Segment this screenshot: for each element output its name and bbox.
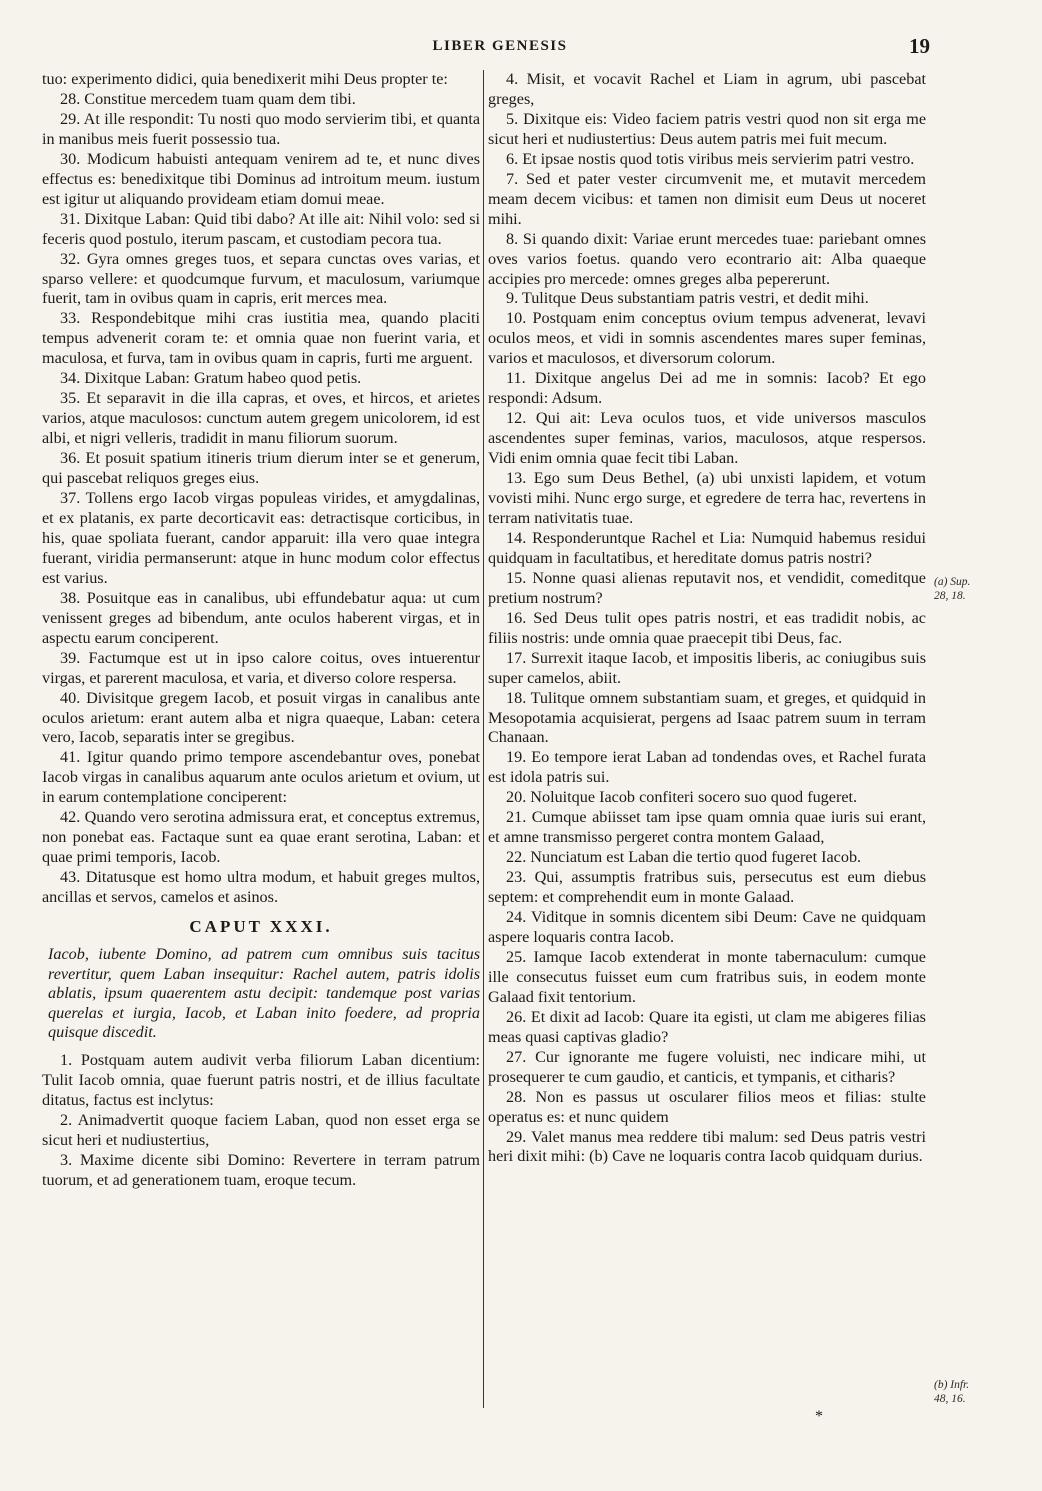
verse: 2. Animadvertit quoque faciem Laban, quod non esset erga se sicut heri et nudiustertius, — [42, 1110, 480, 1149]
verse: 22. Nunciatum est Laban die tertio quod fugeret Iacob. — [506, 848, 862, 867]
margin-note-a-verse: 28, 18. — [934, 590, 966, 602]
verse: 32. Gyra omnes greges tuos, et separa cunctas oves varias, et sparso vellere: et quodcumque furvum, et maculosum, variumque fuerit, tam in ovibus quam in capris, erit merces mea. — [42, 249, 480, 308]
verse: 11. Dixitque angelus Dei ad me in somnis: Iacob? Et ego respondi: Adsum. — [488, 369, 926, 408]
margin-note-b — [934, 1378, 1014, 1406]
verse: 4. Misit, et vocavit Rachel et Liam in agrum, ubi pascebat greges, — [488, 70, 926, 108]
verse: 16. Sed Deus tulit opes patris nostri, et eas tradidit nobis, ac filiis nostris: unde omnia quae praecepit tibi Deus, fac. — [488, 608, 926, 647]
verse: 23. Qui, assumptis fratribus suis, persecutus est eum diebus septem: et comprehendit eum in monte Galaad. — [488, 868, 926, 907]
verse-continuation: tuo: experimento didici, quia benedixerit mihi Deus propter te: — [42, 70, 448, 88]
margin-note-b-ref: (b) Infr. — [934, 1379, 970, 1391]
verse: 12. Qui ait: Leva oculos tuos, et vide universos masculos ascendentes super feminas, varios, maculosos, atque respersos. Vidi enim omnia quae fecit tibi Laban. — [488, 409, 926, 468]
verse: 31. Dixitque Laban: Quid tibi dabo? At ille ait: Nihil volo: sed si feceris quod postulo, iterum pascam, et custodiam pecora tua. — [42, 209, 480, 248]
margin-note-a — [934, 575, 1014, 603]
verse: 33. Respondebitque mihi cras iustitia mea, quando placiti tempus advenerit coram te: et omnia quae non fuerint varia, et maculosa, et furva, tam in ovibus quam in capris, furti me arguent. — [42, 309, 480, 368]
verse: 38. Posuitque eas in canalibus, ubi effundebatur aqua: ut cum venissent greges ad bibendum, ante oculos haberent virgas, et in aspectu earum conciperent. — [42, 588, 480, 647]
verse: 36. Et posuit spatium itineris trium dierum inter se et generum, qui pascebat reliquos greges eius. — [42, 449, 480, 488]
column-divider — [483, 70, 484, 1408]
verse: 35. Et separavit in die illa capras, et oves, et hircos, et arietes varios, atque maculosos: cunctum autem gregem unicolorem, id est albi, et nigri velleris, tradidit in manu filiorum suorum. — [42, 389, 480, 448]
verse: 28. Constitue mercedem tuam quam dem tibi. — [60, 89, 356, 108]
page-number: 19 — [909, 34, 930, 58]
verse: 17. Surrexit itaque Iacob, et impositis liberis, ac coniugibus suis super camelos, abiit. — [488, 648, 926, 687]
verse: 5. Dixitque eis: Video faciem patris vestri quod non sit erga me sicut heri et nudiustertius: Deus autem patris mei fuit mecum. — [488, 109, 926, 148]
verse: 24. Viditque in somnis dicentem sibi Deum: Cave ne quidquam aspere loquaris contra Iacob. — [488, 908, 926, 946]
verse: 26. Et dixit ad Iacob: Quare ita egisti, ut clam me abigeres filias meas quasi captivas gladio? — [488, 1007, 926, 1046]
verse: 37. Tollens ergo Iacob virgas populeas virides, et amygdalinas, et ex platanis, ex parte decorticavit eas: detractisque corticibus, in his, quae spoliata fuerant, candor apparuit: illa vero quae integra fuerant, viridia permanserunt: atque in hunc modum color effectus est varius. — [42, 489, 480, 587]
verse: 39. Factumque est ut in ipso calore coitus, oves intuerentur virgas, et parerent maculosa, et varia, et diverso colore respersa. — [42, 648, 480, 687]
verse: 15. Nonne quasi alienas reputavit nos, et vendidit, comeditque pretium nostrum? — [488, 568, 926, 607]
verse: 8. Si quando dixit: Variae erunt mercedes tuae: pariebant omnes oves varios foetus. quando vero econtrario ait: Alba quaeque accipies pro mercede: omnes greges alba pepererunt. — [488, 229, 926, 288]
verse: 27. Cur ignorante me fugere voluisti, nec indicare mihi, ut prosequerer te cum gaudio, et canticis, et tympanis, et citharis? — [488, 1047, 926, 1086]
verse: 14. Responderuntque Rachel et Lia: Numquid habemus residui quidquam in facultatibus, et hereditate domus patris nostri? — [488, 528, 926, 567]
verse: 41. Igitur quando primo tempore ascendebantur oves, ponebat Iacob virgas in canalibus aquarum ante oculos arietum et ovium, ut in earum contemplatione conciperent: — [42, 748, 480, 807]
verse: 18. Tulitque omnem substantiam suam, et greges, et quidquid in Mesopotamia acquisierat, pergens ad Isaac patrem suum in terram Chanaan. — [488, 688, 926, 747]
verse: 25. Iamque Iacob extenderat in monte tabernaculum: cumque ille consecutus fuisset eum cum fratribus suis, in eodem monte Galaad fixit tentorium. — [488, 947, 926, 1006]
verse: 34. Dixitque Laban: Gratum habeo quod petis. — [60, 369, 362, 388]
chapter-heading: CAPUT XXXI. — [189, 917, 333, 937]
right-column — [488, 70, 926, 1167]
verse: 3. Maxime dicente sibi Domino: Revertere in terram patrum tuorum, et ad generationem tuam, eroque tecum. — [42, 1150, 480, 1189]
verse: 13. Ego sum Deus Bethel, (a) ubi unxisti lapidem, et votum vovisti mihi. Nunc ergo surge, et egredere de terra hac, revertens in terram nativitatis tuae. — [488, 469, 926, 527]
verse: 42. Quando vero serotina admissura erat, et conceptus extremus, non ponebat eas. Factaque sunt ea quae erant serotina, Laban: et quae primi temporis, Iacob. — [42, 808, 480, 867]
verse: 28. Non es passus ut oscularer filios meos et filias: stulte operatus es: et nunc quidem — [488, 1087, 926, 1126]
verse: 20. Noluitque Iacob confiteri socero suo quod fugeret. — [506, 788, 858, 807]
verse: 7. Sed et pater vester circumvenit me, et mutavit mercedem meam decem vicibus: et tamen non dimisit eum Deus ut noceret mihi. — [488, 169, 926, 228]
verse: 6. Et ipsae nostis quod totis viribus meis servierim patri vestro. — [506, 149, 915, 168]
margin-note-a-ref: (a) Sup. — [934, 576, 971, 588]
signature-mark: * — [815, 1408, 823, 1425]
verse: 30. Modicum habuisti antequam venirem ad te, et nunc dives effectus es: benedixitque tibi Dominus ad introitum meum. iustum est igitur ut aliquando provideam etiam domui meae. — [42, 149, 480, 208]
verse: 1. Postquam autem audivit verba filiorum Laban dicentium: Tulit Iacob omnia, quae fuerunt patris nostri, et de illius facultate ditatus, factus est inclytus: — [42, 1050, 480, 1109]
running-title: LIBER GENESIS — [432, 38, 568, 54]
verse: 10. Postquam enim conceptus ovium tempus advenerat, levavi oculos meos, et vidi in somnis ascendentes mares super feminas, varios et maculosos, et diversorum colorum. — [488, 309, 926, 368]
margin-note-b-verse: 48, 16. — [934, 1393, 966, 1405]
chapter-summary: Iacob, iubente Domino, ad patrem cum omnibus suis tacitus revertitur, quem Laban insequitur: Rachel autem, patris idolis ablatis, ipsum quaerentem astu decipit: tandemque post varias querelas et iurgia, Iacob, et Laban inito foedere, ad propria quisque discedit. — [48, 944, 480, 1042]
verse: 40. Divisitque gregem Iacob, et posuit virgas in canalibus ante oculos arietum: erant autem alba et nigra quaeque, Laban: cetera vero, Iacob, separatis inter se gregibus. — [42, 688, 480, 747]
verse: 9. Tulitque Deus substantiam patris vestri, et dedit mihi. — [506, 289, 869, 308]
verse: 21. Cumque abiisset tam ipse quam omnia quae iuris sui erant, et amne transmisso pergeret contra montem Galaad, — [488, 808, 926, 847]
verse: 19. Eo tempore ierat Laban ad tondendas oves, et Rachel furata est idola patris sui. — [488, 748, 926, 787]
verse: 43. Ditatusque est homo ultra modum, et habuit greges multos, ancillas et servos, camelos et asinos. — [42, 868, 480, 907]
left-column — [42, 70, 480, 1191]
verse: 29. At ille respondit: Tu nosti quo modo servierim tibi, et quanta in manibus meis fuerit possessio tua. — [42, 109, 480, 148]
verse: 29. Valet manus mea reddere tibi malum: sed Deus patris vestri heri dixit mihi: (b) Cave ne loquaris contra Iacob quidquam durius. — [488, 1127, 926, 1166]
